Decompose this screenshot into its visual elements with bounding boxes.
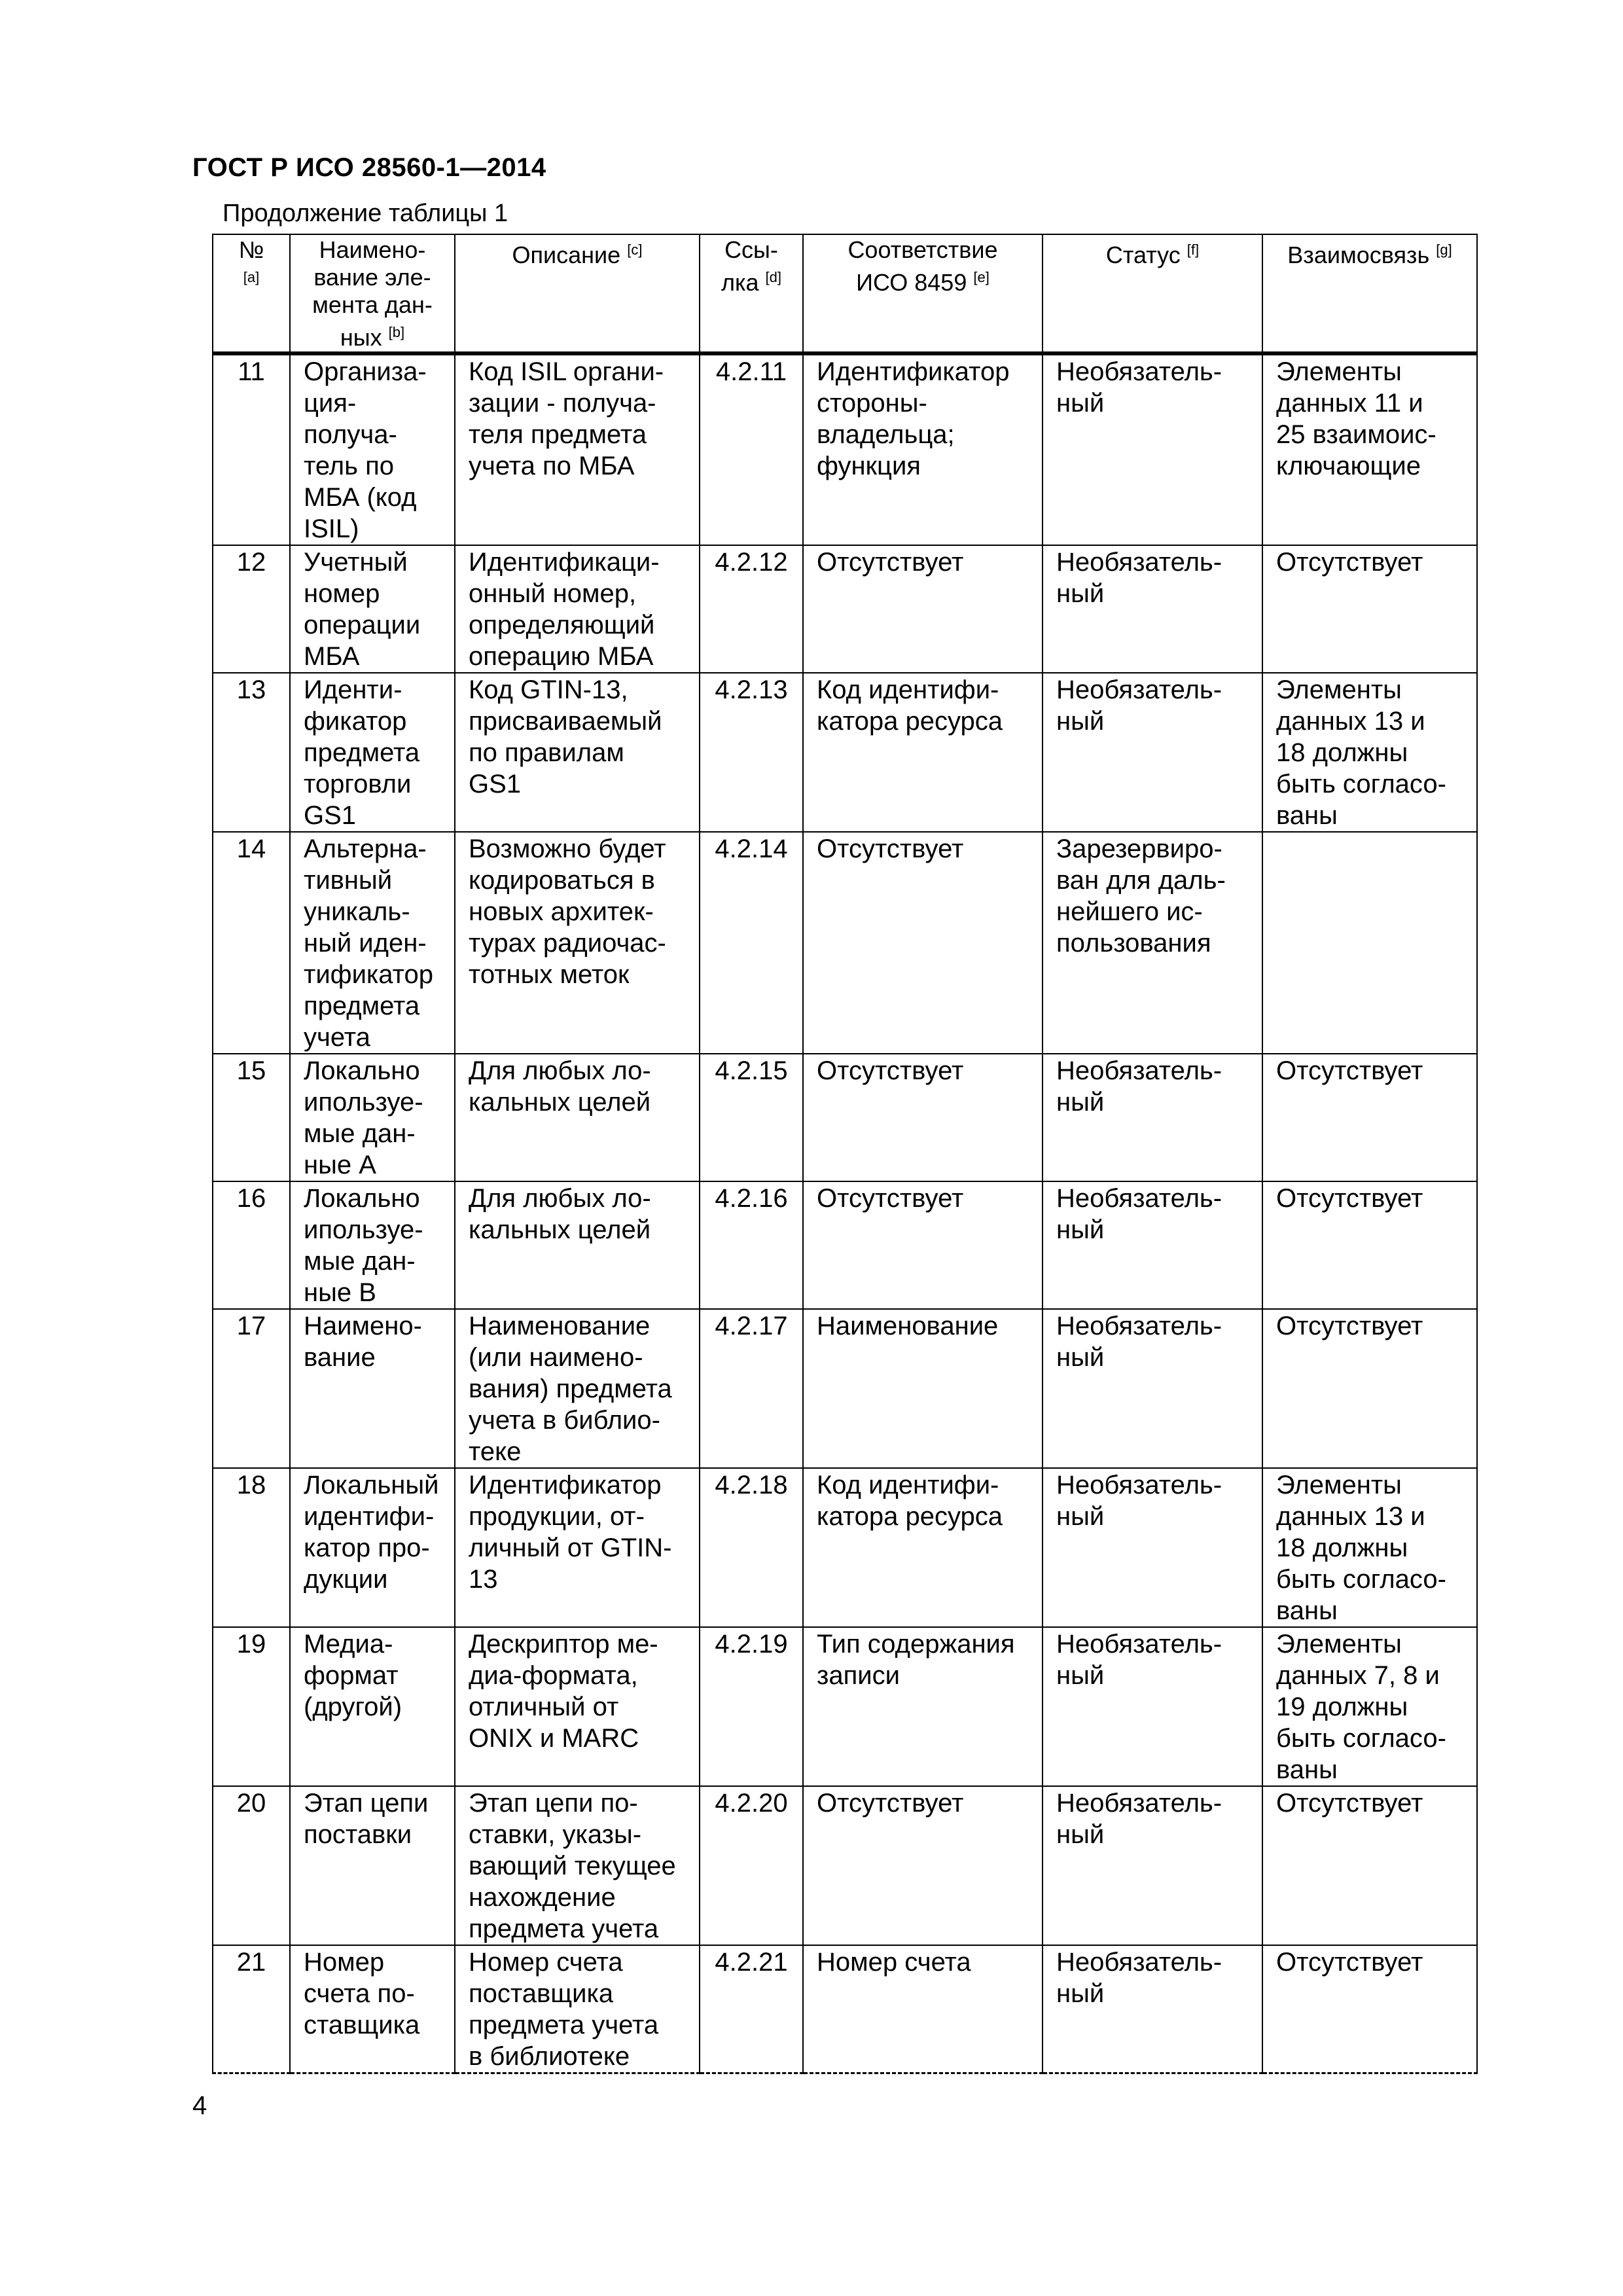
cell-number: 11 [213, 353, 290, 545]
cell-description: Этап цепи по- ставки, указы- вающий текущее нахождение предмета учета [455, 1786, 700, 1945]
cell-number: 18 [213, 1468, 290, 1627]
table-body [213, 353, 1477, 2073]
cell-description: Для любых ло- кальных целей [455, 1054, 700, 1181]
cell-status: Необязатель- ный [1043, 353, 1262, 545]
cell-iso8459: Наименование [803, 1309, 1043, 1468]
table-row [213, 673, 1477, 832]
cell-status: Необязатель- ный [1043, 1945, 1262, 2073]
cell-element-name: Организа- ция- получа- тель по МБА (код ISIL) [290, 353, 455, 545]
cell-status: Необязатель- ный [1043, 1054, 1262, 1181]
cell-element-name: Учетный номер операции МБА [290, 545, 455, 673]
cell-relation: Отсутствует [1262, 1786, 1477, 1945]
cell-relation: Элементы данных 13 и 18 должны быть согласо- ваны [1262, 673, 1477, 832]
cell-status: Необязатель- ный [1043, 673, 1262, 832]
column-header-relation: Взаимосвязь [g] [1262, 234, 1477, 353]
column-header-description: Описание [c] [455, 234, 700, 353]
cell-reference: 4.2.17 [700, 1309, 803, 1468]
column-header-iso8459: Соответствие ИСО 8459 [e] [803, 234, 1043, 353]
cell-iso8459: Отсутствует [803, 1181, 1043, 1309]
cell-reference: 4.2.14 [700, 832, 803, 1054]
table-row [213, 1468, 1477, 1627]
table-row [213, 1054, 1477, 1181]
cell-description: Идентификаци- онный номер, определяющий операцию МБА [455, 545, 700, 673]
table-row [213, 1786, 1477, 1945]
column-header-element-name: Наимено- вание эле- мента дан- ных [b] [290, 234, 455, 353]
cell-description: Номер счета поставщика предмета учета в библиотеке [455, 1945, 700, 2073]
cell-iso8459: Код идентифи- катора ресурса [803, 1468, 1043, 1627]
cell-element-name: Этап цепи поставки [290, 1786, 455, 1945]
cell-element-name: Локально ипользуе- мые дан- ные В [290, 1181, 455, 1309]
cell-description: Наименование (или наимено- вания) предмета учета в библио- теке [455, 1309, 700, 1468]
column-header-number: № [a] [213, 234, 290, 353]
column-header-reference: Ссы- лка [d] [700, 234, 803, 353]
table-row [213, 1181, 1477, 1309]
cell-iso8459: Отсутствует [803, 545, 1043, 673]
cell-status: Необязатель- ный [1043, 1181, 1262, 1309]
cell-iso8459: Номер счета [803, 1945, 1043, 2073]
cell-status: Необязатель- ный [1043, 1468, 1262, 1627]
table-row [213, 1945, 1477, 2073]
cell-iso8459: Код идентифи- катора ресурса [803, 673, 1043, 832]
page-number: 4 [192, 2091, 207, 2120]
cell-relation: Отсутствует [1262, 1945, 1477, 2073]
cell-description: Для любых ло- кальных целей [455, 1181, 700, 1309]
table-row [213, 1627, 1477, 1786]
cell-relation: Отсутствует [1262, 1054, 1477, 1181]
cell-iso8459: Тип содержания записи [803, 1627, 1043, 1786]
cell-number: 16 [213, 1181, 290, 1309]
table-caption: Продолжение таблицы 1 [223, 200, 508, 227]
data-elements-table [212, 234, 1478, 2074]
cell-relation: Отсутствует [1262, 1309, 1477, 1468]
cell-reference: 4.2.18 [700, 1468, 803, 1627]
cell-reference: 4.2.21 [700, 1945, 803, 2073]
table-row [213, 353, 1477, 545]
cell-description: Дескриптор ме- диа-формата, отличный от ONIX и MARC [455, 1627, 700, 1786]
cell-element-name: Альтерна- тивный уникаль- ный иден- тификатор предмета учета [290, 832, 455, 1054]
table-row [213, 545, 1477, 673]
cell-number: 17 [213, 1309, 290, 1468]
cell-iso8459: Отсутствует [803, 1786, 1043, 1945]
cell-element-name: Локальный идентифи- катор про- дукции [290, 1468, 455, 1627]
cell-status: Необязатель- ный [1043, 1627, 1262, 1786]
cell-reference: 4.2.19 [700, 1627, 803, 1786]
cell-element-name: Медиа- формат (другой) [290, 1627, 455, 1786]
cell-status: Зарезервиро- ван для даль- нейшего ис- пользования [1043, 832, 1262, 1054]
cell-reference: 4.2.16 [700, 1181, 803, 1309]
cell-description: Код ISIL органи- зации - получа- теля предмета учета по МБА [455, 353, 700, 545]
cell-reference: 4.2.11 [700, 353, 803, 545]
cell-number: 15 [213, 1054, 290, 1181]
cell-reference: 4.2.15 [700, 1054, 803, 1181]
cell-iso8459: Идентификатор стороны- владельца; функция [803, 353, 1043, 545]
document-header: ГОСТ Р ИСО 28560-1—2014 [192, 153, 546, 182]
cell-reference: 4.2.20 [700, 1786, 803, 1945]
cell-iso8459: Отсутствует [803, 1054, 1043, 1181]
cell-number: 13 [213, 673, 290, 832]
cell-number: 12 [213, 545, 290, 673]
cell-status: Необязатель- ный [1043, 545, 1262, 673]
cell-element-name: Иденти- фикатор предмета торговли GS1 [290, 673, 455, 832]
cell-iso8459: Отсутствует [803, 832, 1043, 1054]
table-header-row [213, 234, 1477, 353]
cell-number: 19 [213, 1627, 290, 1786]
cell-description: Возможно будет кодироваться в новых архитек- турах радиочас- тотных меток [455, 832, 700, 1054]
cell-element-name: Локально ипользуе- мые дан- ные А [290, 1054, 455, 1181]
cell-relation [1262, 832, 1477, 1054]
cell-status: Необязатель- ный [1043, 1786, 1262, 1945]
cell-relation: Элементы данных 13 и 18 должны быть согласо- ваны [1262, 1468, 1477, 1627]
cell-element-name: Номер счета по- ставщика [290, 1945, 455, 2073]
cell-description: Код GTIN-13, присваиваемый по правилам GS1 [455, 673, 700, 832]
cell-relation: Элементы данных 11 и 25 взаимоис- ключающие [1262, 353, 1477, 545]
cell-description: Идентификатор продукции, от- личный от GTIN- 13 [455, 1468, 700, 1627]
cell-relation: Отсутствует [1262, 1181, 1477, 1309]
cell-number: 20 [213, 1786, 290, 1945]
table-row [213, 1309, 1477, 1468]
cell-relation: Отсутствует [1262, 545, 1477, 673]
cell-reference: 4.2.12 [700, 545, 803, 673]
cell-relation: Элементы данных 7, 8 и 19 должны быть согласо- ваны [1262, 1627, 1477, 1786]
column-header-status: Статус [f] [1043, 234, 1262, 353]
table-row [213, 832, 1477, 1054]
cell-status: Необязатель- ный [1043, 1309, 1262, 1468]
cell-element-name: Наимено- вание [290, 1309, 455, 1468]
cell-number: 21 [213, 1945, 290, 2073]
cell-reference: 4.2.13 [700, 673, 803, 832]
cell-number: 14 [213, 832, 290, 1054]
